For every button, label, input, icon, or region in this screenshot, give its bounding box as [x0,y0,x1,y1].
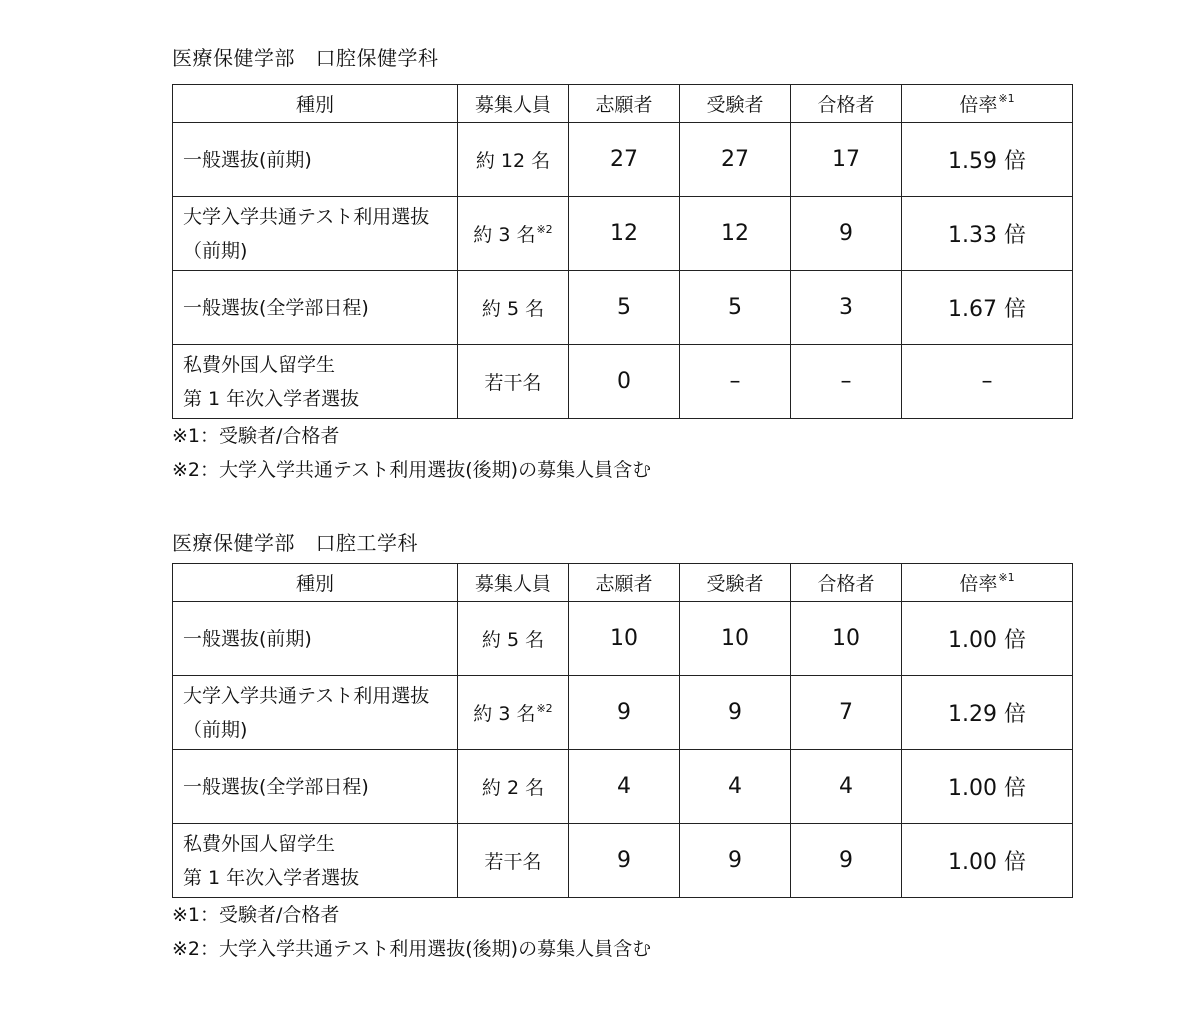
quota-value: 若干名 [484,851,542,873]
header-applicants: 志願者 [569,85,680,123]
cell-quota [458,123,569,197]
cell-ratio: 1.59 倍 [902,123,1073,197]
cell-quota [458,345,569,419]
header-examinees: 受験者 [680,564,791,602]
table-row [173,750,1073,824]
quota-value: 約 5 名 [481,629,545,651]
type-line: 私費外国人留学生 [183,832,336,855]
cell-ratio: 1.29 倍 [902,676,1073,750]
type-line: 大学入学共通テスト利用選抜 [183,205,430,228]
header-passers: 合格者 [791,85,902,123]
admissions-table [172,84,1073,419]
cell-examinees: 9 [680,676,791,750]
cell-ratio: 1.00 倍 [902,750,1073,824]
quota-value: 若干名 [484,372,542,394]
header-ratio-label: 倍率 [959,573,998,595]
cell-type [173,271,458,345]
footnote-2: ※2：大学入学共通テスト利用選抜(後期)の募集人員含む [172,938,652,960]
cell-type [173,676,458,750]
cell-examinees: 12 [680,197,791,271]
cell-passers: 9 [791,197,902,271]
cell-applicants: 5 [569,271,680,345]
cell-type [173,197,458,271]
header-examinees: 受験者 [680,85,791,123]
footnote-2: ※2：大学入学共通テスト利用選抜(後期)の募集人員含む [172,459,652,481]
cell-applicants: 12 [569,197,680,271]
cell-type [173,123,458,197]
header-passers: 合格者 [791,564,902,602]
quota-value: 約 3 名 [473,224,536,246]
table-row [173,123,1073,197]
header-ratio-footnote-mark: ※1 [998,92,1015,105]
cell-quota [458,676,569,750]
quota-footnote-mark: ※2 [536,223,553,236]
cell-quota [458,824,569,898]
cell-examinees: 27 [680,123,791,197]
cell-applicants: 9 [569,824,680,898]
header-type: 種別 [173,564,458,602]
cell-applicants: 9 [569,676,680,750]
type-line: （前期) [183,718,248,741]
cell-passers: 7 [791,676,902,750]
section-oral-engineering [172,523,1072,963]
cell-applicants: 4 [569,750,680,824]
type-line: 一般選抜(全学部日程) [183,775,369,798]
footnote-1: ※1：受験者/合格者 [172,904,340,926]
table-row [173,602,1073,676]
header-ratio-footnote-mark: ※1 [998,571,1015,584]
cell-type [173,345,458,419]
header-quota: 募集人員 [458,564,569,602]
section-title: 医療保健学部 口腔工学科 [172,531,418,555]
cell-quota [458,271,569,345]
cell-applicants: 0 [569,345,680,419]
cell-applicants: 10 [569,602,680,676]
table-row [173,824,1073,898]
quota-value: 約 5 名 [481,298,545,320]
header-ratio [902,85,1073,123]
cell-applicants: 27 [569,123,680,197]
cell-examinees: 9 [680,824,791,898]
cell-quota [458,750,569,824]
header-ratio-label: 倍率 [959,94,998,116]
cell-ratio: – [902,345,1073,419]
type-line: 私費外国人留学生 [183,353,336,376]
cell-passers: 4 [791,750,902,824]
quota-value: 約 2 名 [481,777,545,799]
cell-type [173,602,458,676]
cell-ratio: 1.00 倍 [902,602,1073,676]
table-header-row [173,85,1073,123]
cell-ratio: 1.33 倍 [902,197,1073,271]
cell-type [173,750,458,824]
section-oral-health [172,44,1072,484]
table-header-row [173,564,1073,602]
cell-passers: 3 [791,271,902,345]
footnote-1: ※1：受験者/合格者 [172,425,340,447]
cell-quota [458,197,569,271]
quota-value: 約 3 名 [473,703,536,725]
table-row [173,197,1073,271]
type-line: 一般選抜(全学部日程) [183,296,369,319]
table-row [173,676,1073,750]
section-title: 医療保健学部 口腔保健学科 [172,46,439,70]
quota-value: 約 12 名 [475,150,551,172]
header-type: 種別 [173,85,458,123]
cell-passers: 9 [791,824,902,898]
cell-passers: 10 [791,602,902,676]
type-line: 第 1 年次入学者選抜 [183,866,360,889]
type-line: 一般選抜(前期) [183,148,312,171]
type-line: 第 1 年次入学者選抜 [183,387,360,410]
cell-ratio: 1.67 倍 [902,271,1073,345]
header-applicants: 志願者 [569,564,680,602]
admissions-table [172,563,1073,898]
type-line: 一般選抜(前期) [183,627,312,650]
type-line: 大学入学共通テスト利用選抜 [183,684,430,707]
cell-passers: – [791,345,902,419]
header-ratio [902,564,1073,602]
header-quota: 募集人員 [458,85,569,123]
cell-type [173,824,458,898]
cell-ratio: 1.00 倍 [902,824,1073,898]
table-row [173,271,1073,345]
cell-quota [458,602,569,676]
cell-examinees: – [680,345,791,419]
cell-passers: 17 [791,123,902,197]
quota-footnote-mark: ※2 [536,702,553,715]
type-line: （前期) [183,239,248,262]
table-row [173,345,1073,419]
cell-examinees: 4 [680,750,791,824]
cell-examinees: 5 [680,271,791,345]
cell-examinees: 10 [680,602,791,676]
